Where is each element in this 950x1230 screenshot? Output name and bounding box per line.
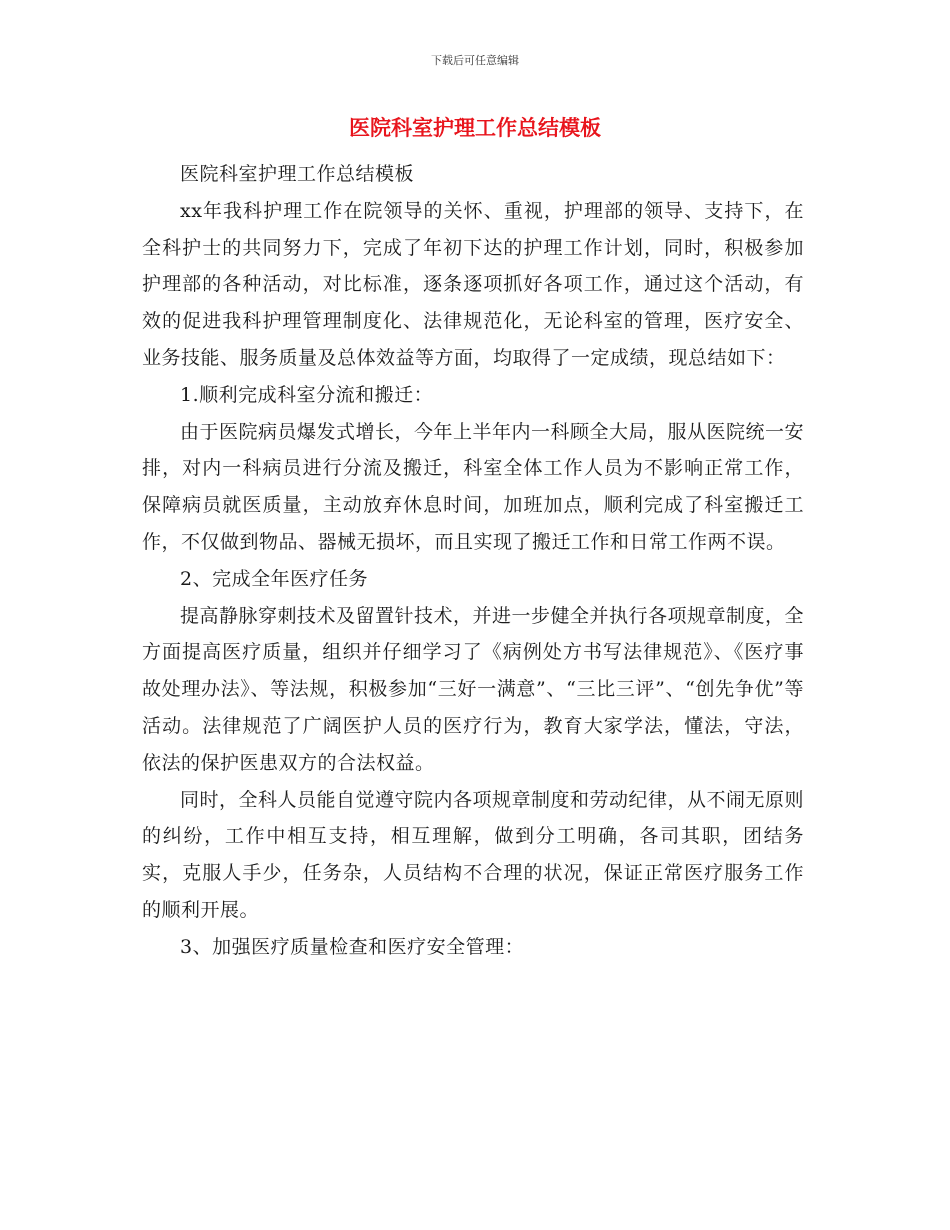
section-1-heading: 1.顺利完成科室分流和搬迁： xyxy=(180,383,434,406)
section-2-heading: 2、完成全年医疗任务 xyxy=(180,567,369,590)
document-subtitle: 医院科室护理工作总结模板 xyxy=(180,163,415,185)
section-2-paragraph-1: 提高静脉穿刺技术及留置针技术，并进一步健全并执行各项规章制度，全方面提高医疗质量，组织并仔细学习了《病例处方书写法律规范》、《医疗事故处理办法》、等法规，积极参加“三好一满意”、“三比三评”、“创先争优”等活动。法律规范了广阔医护人员的医疗行为，教育大家学法，懂法，守法，依法的保护医患双方的合法权益。 xyxy=(142,604,805,774)
document-title: 医院科室护理工作总结模板 xyxy=(349,115,601,140)
page-header-note: 下载后可任意编辑 xyxy=(431,54,519,67)
section-3-heading: 3、加强医疗质量检查和医疗安全管理： xyxy=(180,935,525,958)
section-2-paragraph-2: 同时，全科人员能自觉遵守院内各项规章制度和劳动纪律，从不闹无原则的纠纷，工作中相互支持，相互理解，做到分工明确，各司其职，团结务实，克服人手少，任务杂，人员结构不合理的状况，保证正常医疗服务工作的顺利开展。 xyxy=(142,788,805,921)
section-1-paragraph: 由于医院病员爆发式增长，今年上半年内一科顾全大局，服从医院统一安排，对内一科病员进行分流及搬迁，科室全体工作人员为不影响正常工作，保障病员就医质量，主动放弃休息时间，加班加点，顺利完成了科室搬迁工作，不仅做到物品、器械无损坏，而且实现了搬迁工作和日常工作两不误。 xyxy=(142,420,805,553)
document-body xyxy=(142,156,804,966)
intro-paragraph: xx年我科护理工作在院领导的关怀、重视，护理部的领导、支持下，在全科护士的共同努力下，完成了年初下达的护理工作计划，同时，积极参加护理部的各种活动，对比标准，逐条逐项抓好各项工作，通过这个活动，有效的促进我科护理管理制度化、法律规范化，无论科室的管理，医疗安全、业务技能、服务质量及总体效益等方面，均取得了一定成绩，现总结如下： xyxy=(142,199,804,369)
